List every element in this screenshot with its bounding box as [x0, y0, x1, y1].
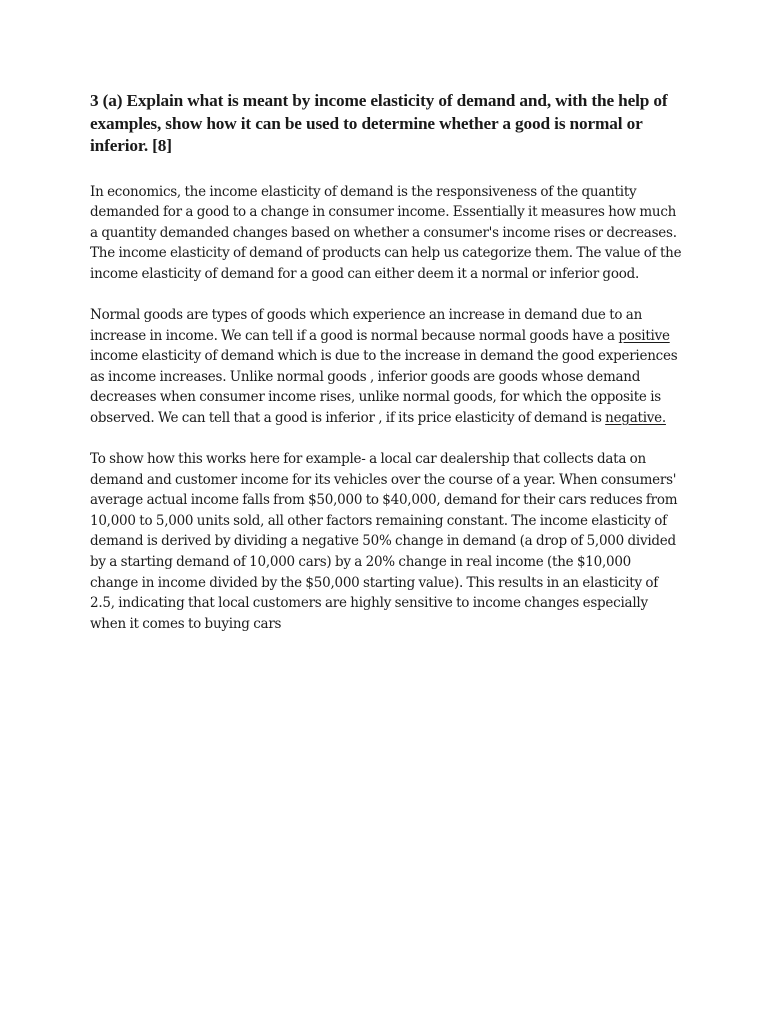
underlined-positive: positive — [618, 327, 670, 344]
paragraph-definition: In economics, the income elasticity of demand is the responsiveness of the quantity demanded for a good to a change in consumer income. Essentially it measures how much a quantity demanded changes based on whether a consumer's income rises or decreases. The income elasticity of demand of products can help us categorize them. The value of the income elasticity of demand for a good can either deem it a normal or inferior good. — [90, 183, 682, 282]
paragraph-example: To show how this works here for example- a local car dealership that collects data on demand and customer income for its vehicles over the course of a year. When consumers' average actual income falls from $50,000 to $40,000, demand for their cars reduces from 10,000 to 5,000 units sold, all other factors remaining constant. The income elasticity of demand is derived by dividing a negative 50% change in demand (a drop of 5,000 divided by a starting demand of 10,000 cars) by a 20% change in real income (the $10,000 change in income divided by the $50,000 starting value). This results in an elasticity of 2.5, indicating that local customers are highly sensitive to income changes especially when it comes to buying cars — [90, 451, 678, 632]
paragraph-normal-inferior — [90, 305, 682, 429]
paragraph-text: Normal goods are types of goods which experience an increase in demand due to an increase in income. We can tell if a good is normal because normal goods have a — [90, 306, 643, 344]
paragraph-text: income elasticity of demand which is due to the increase in demand the good experiences as income increases. Unlike normal goods , inferior goods are goods whose demand decreases when consumer income rises, unlike normal goods, for which the opposite is observed. We can tell that a good is inferior , if its price elasticity of demand is — [90, 348, 678, 426]
document-page — [90, 90, 682, 655]
question-heading: 3 (a) Explain what is meant by income elasticity of demand and, with the help of examples, show how it can be used to determine whether a good is normal or inferior. [8] — [90, 91, 668, 155]
underlined-negative: negative. — [605, 409, 666, 426]
